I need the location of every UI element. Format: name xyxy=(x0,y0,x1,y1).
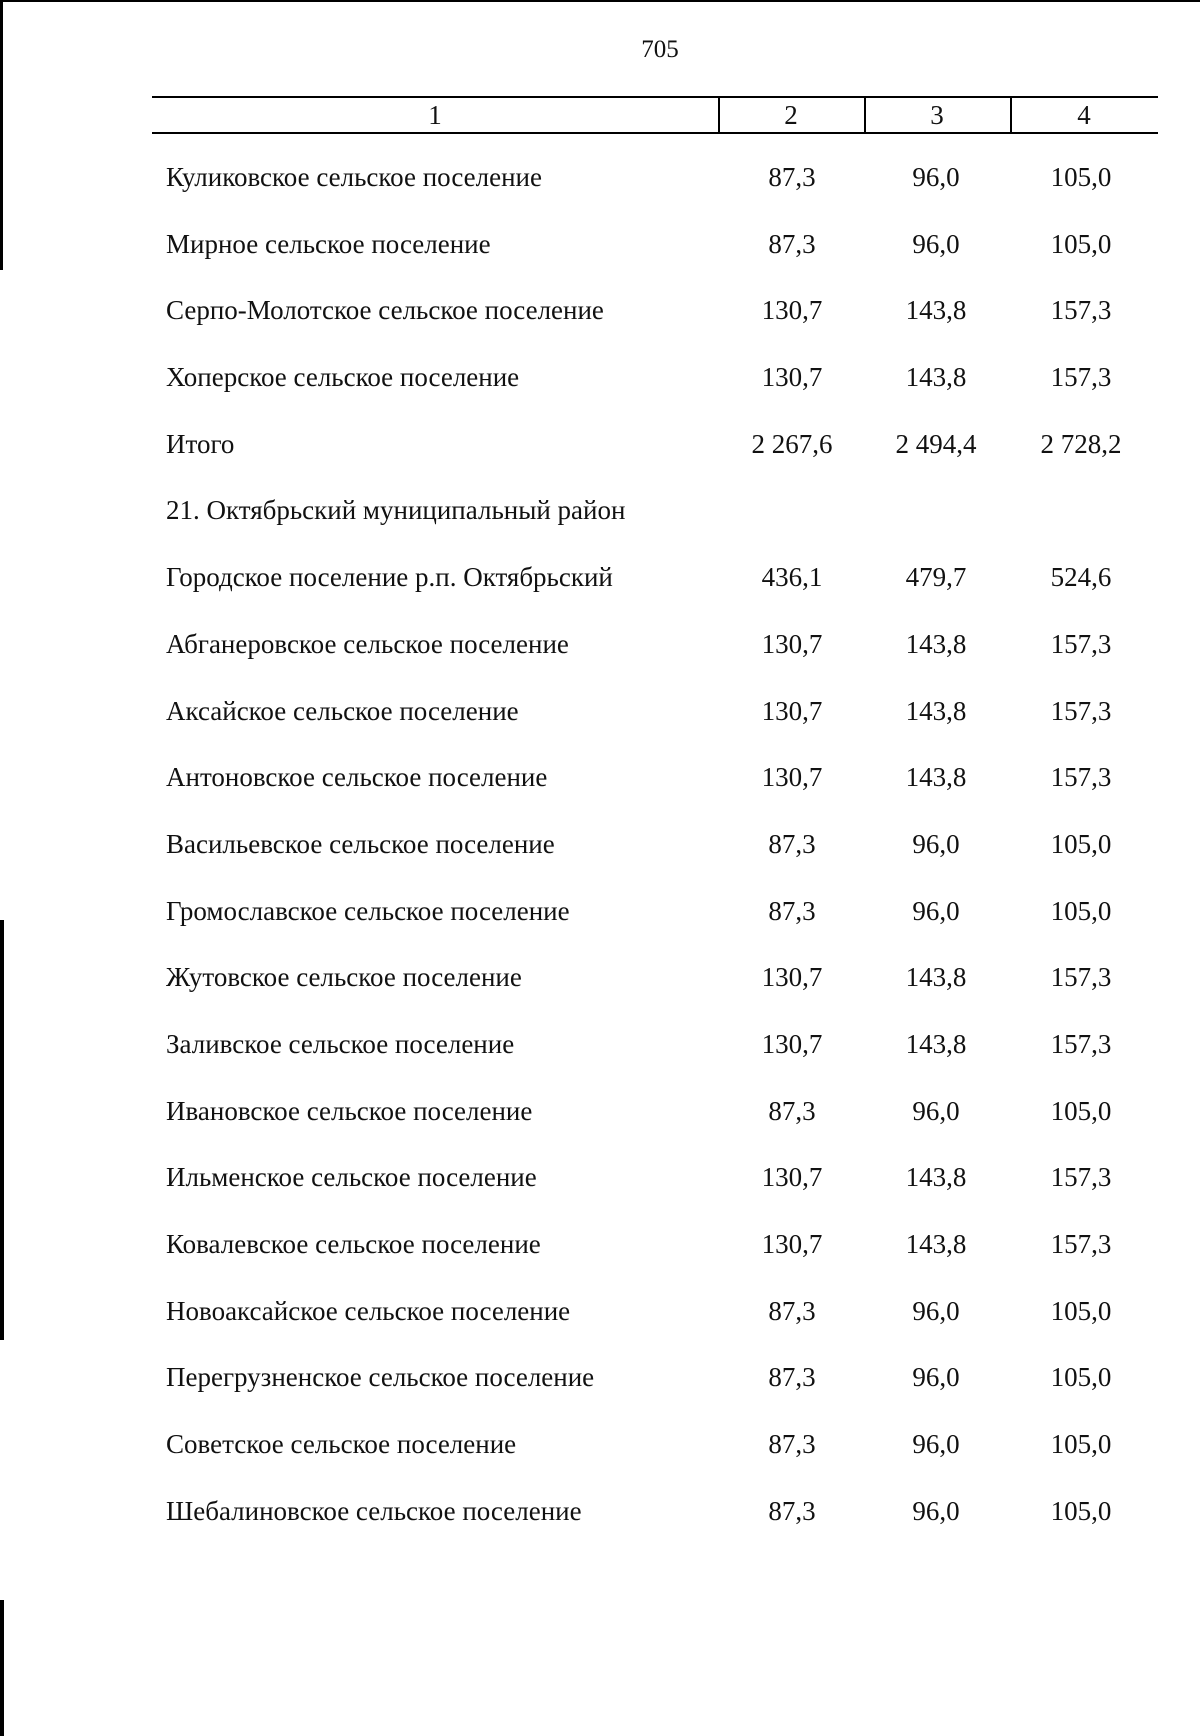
row-value-col3: 143,8 xyxy=(905,628,967,659)
row-value-col3: 143,8 xyxy=(905,295,967,326)
section-heading: 21. Октябрьский муниципальный район xyxy=(166,495,626,526)
row-value-col2: 87,3 xyxy=(768,1495,816,1526)
table-row xyxy=(0,1407,1200,1474)
table-row xyxy=(0,207,1200,274)
row-value-col3: 96,0 xyxy=(912,1429,960,1460)
table-row xyxy=(0,140,1200,207)
row-value-col4: 524,6 xyxy=(1050,562,1112,593)
row-value-col3: 143,8 xyxy=(905,1162,967,1193)
header-col-2: 2 xyxy=(784,100,798,130)
row-value-col2: 87,3 xyxy=(768,828,816,859)
row-value-col2: 87,3 xyxy=(768,162,816,192)
table-row xyxy=(0,1340,1200,1407)
row-name: Ивановское сельское поселение xyxy=(166,1095,533,1126)
row-name: Аксайское сельское поселение xyxy=(166,695,519,726)
row-name: Советское сельское поселение xyxy=(166,1429,517,1460)
row-value-col2: 87,3 xyxy=(768,228,816,259)
row-value-col2: 87,3 xyxy=(768,1362,816,1393)
row-value-col4: 105,0 xyxy=(1050,1495,1112,1526)
row-value-col2: 2 267,6 xyxy=(751,428,833,459)
row-value-col3: 143,8 xyxy=(905,962,967,993)
table-row xyxy=(0,1274,1200,1341)
row-value-col2: 130,7 xyxy=(761,1229,823,1259)
row-value-col3: 96,0 xyxy=(912,1495,960,1526)
table-row xyxy=(0,807,1200,874)
table-row xyxy=(0,1074,1200,1141)
table-row xyxy=(0,1140,1200,1207)
header-col-3: 3 xyxy=(930,100,944,130)
scan-edge-top xyxy=(0,0,1200,2)
row-value-col4: 105,0 xyxy=(1050,228,1112,259)
row-name: Новоаксайское сельское поселение xyxy=(166,1295,571,1326)
page-number: 705 xyxy=(641,36,679,63)
row-value-col2: 130,7 xyxy=(761,362,823,393)
row-name: Заливское сельское поселение xyxy=(166,1028,515,1059)
table-row xyxy=(0,740,1200,807)
row-value-col4: 157,3 xyxy=(1050,362,1112,393)
row-value-col3: 143,8 xyxy=(905,362,967,393)
row-name: Городское поселение р.п. Октябрьский xyxy=(166,562,613,593)
row-value-col4: 157,3 xyxy=(1050,295,1112,326)
row-value-col4: 105,0 xyxy=(1050,1362,1112,1393)
row-value-col4: 157,3 xyxy=(1050,1028,1112,1059)
row-value-col2: 436,1 xyxy=(761,562,823,593)
row-value-col2: 87,3 xyxy=(768,1095,816,1126)
header-col-1: 1 xyxy=(428,100,442,130)
row-name: Громославское сельское поселение xyxy=(166,895,570,926)
row-value-col3: 143,8 xyxy=(905,1229,967,1259)
table-row xyxy=(0,874,1200,941)
row-value-col2: 87,3 xyxy=(768,895,816,926)
row-value-col3: 96,0 xyxy=(912,228,960,259)
total-row xyxy=(0,407,1200,474)
row-value-col4: 105,0 xyxy=(1050,1095,1112,1126)
row-name: Жутовское сельское поселение xyxy=(166,962,522,993)
row-value-col2: 130,7 xyxy=(761,962,823,993)
table-row xyxy=(0,1474,1200,1541)
row-value-col2: 130,7 xyxy=(761,762,823,793)
row-name: Хоперское сельское поселение xyxy=(166,362,520,393)
row-value-col2: 130,7 xyxy=(761,628,823,659)
row-value-col2: 87,3 xyxy=(768,1295,816,1326)
table-body xyxy=(0,140,1200,1540)
row-value-col3: 96,0 xyxy=(912,1362,960,1393)
row-value-col2: 130,7 xyxy=(761,295,823,326)
row-value-col2: 130,7 xyxy=(761,695,823,726)
row-value-col4: 157,3 xyxy=(1050,1229,1112,1259)
row-value-col4: 105,0 xyxy=(1050,162,1112,192)
row-name: Ковалевское сельское поселение xyxy=(166,1229,541,1259)
row-value-col3: 96,0 xyxy=(912,162,960,192)
row-name: Перегрузненское сельское поселение xyxy=(166,1362,595,1393)
row-value-col4: 157,3 xyxy=(1050,762,1112,793)
row-value-col3: 96,0 xyxy=(912,1295,960,1326)
row-value-col3: 143,8 xyxy=(905,762,967,793)
row-value-col4: 157,3 xyxy=(1050,962,1112,993)
row-value-col3: 96,0 xyxy=(912,895,960,926)
row-name: Серпо-Молотское сельское поселение xyxy=(166,295,604,326)
table-row xyxy=(0,340,1200,407)
row-value-col3: 96,0 xyxy=(912,1095,960,1126)
header-top-rule xyxy=(152,96,1158,98)
row-value-col4: 105,0 xyxy=(1050,1295,1112,1326)
table-row xyxy=(0,1007,1200,1074)
row-name: Куликовское сельское поселение xyxy=(166,162,542,192)
table-row xyxy=(0,607,1200,674)
table-row xyxy=(0,674,1200,741)
row-name: Шебалиновское сельское поселение xyxy=(166,1495,582,1526)
row-name: Мирное сельское поселение xyxy=(166,228,491,259)
row-name: Итого xyxy=(166,428,235,459)
row-value-col4: 157,3 xyxy=(1050,695,1112,726)
row-value-col3: 479,7 xyxy=(905,562,967,593)
row-value-col4: 157,3 xyxy=(1050,1162,1112,1193)
row-name: Абганеровское сельское поселение xyxy=(166,628,569,659)
row-value-col3: 143,8 xyxy=(905,1028,967,1059)
row-value-col3: 96,0 xyxy=(912,828,960,859)
scan-edge-left-bottom xyxy=(0,1600,4,1736)
row-value-col3: 2 494,4 xyxy=(895,428,977,459)
table-row xyxy=(0,273,1200,340)
table-row xyxy=(0,940,1200,1007)
row-value-col4: 105,0 xyxy=(1050,895,1112,926)
row-value-col2: 87,3 xyxy=(768,1429,816,1460)
row-value-col3: 143,8 xyxy=(905,695,967,726)
row-name: Ильменское сельское поселение xyxy=(166,1162,537,1193)
table-row xyxy=(0,540,1200,607)
header-col-4: 4 xyxy=(1077,100,1091,130)
row-name: Антоновское сельское поселение xyxy=(166,762,548,793)
row-value-col4: 105,0 xyxy=(1050,1429,1112,1460)
table-row xyxy=(0,1207,1200,1274)
row-value-col4: 2 728,2 xyxy=(1040,428,1122,459)
row-value-col2: 130,7 xyxy=(761,1162,823,1193)
section-heading-row xyxy=(0,473,1200,540)
header-bottom-rule xyxy=(152,132,1158,134)
row-name: Васильевское сельское поселение xyxy=(166,828,555,859)
row-value-col4: 157,3 xyxy=(1050,628,1112,659)
row-value-col4: 105,0 xyxy=(1050,828,1112,859)
row-value-col2: 130,7 xyxy=(761,1028,823,1059)
